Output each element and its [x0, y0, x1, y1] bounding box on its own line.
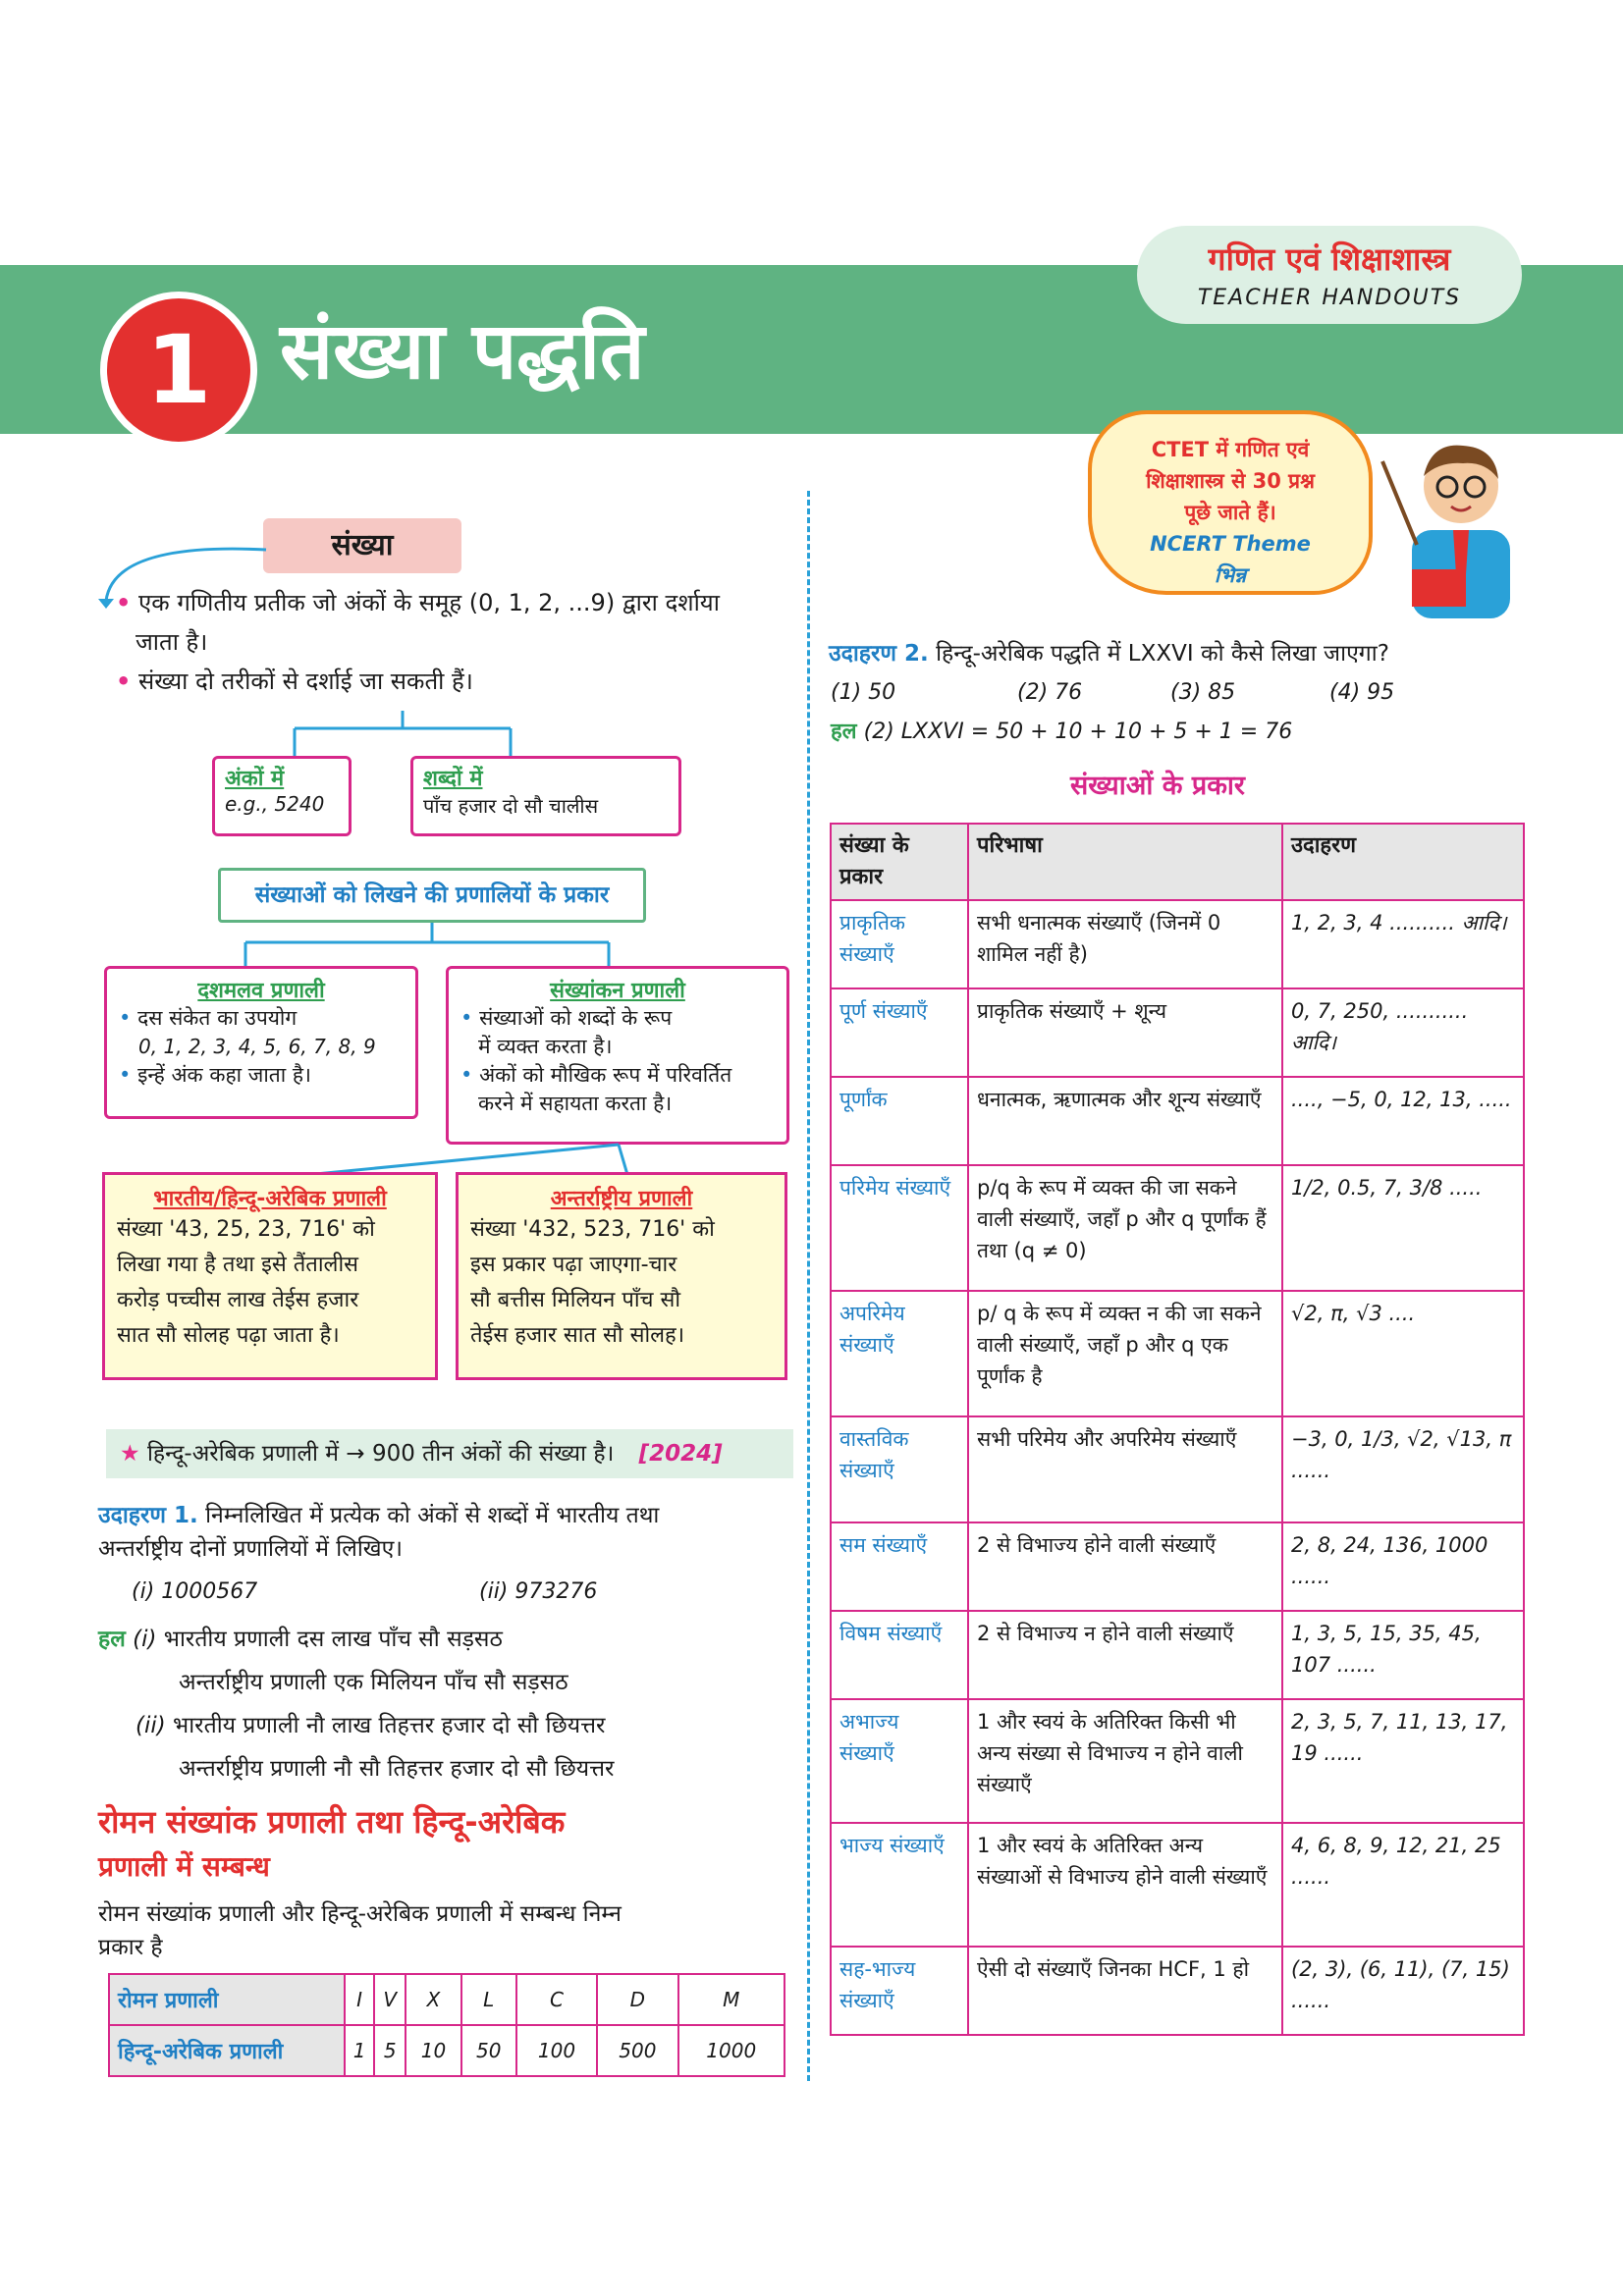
solution-num: (ii) [135, 1713, 166, 1738]
star-icon: ★ [120, 1441, 140, 1467]
decimal-digits: 0, 1, 2, 3, 4, 5, 6, 7, 8, 9 [138, 1035, 376, 1058]
numeration-system-box [446, 966, 789, 1145]
roman-cell: 50 [461, 2025, 516, 2076]
roman-cell: 10 [406, 2025, 460, 2076]
chapter-number: 1 [145, 315, 212, 425]
solution-text: भारतीय प्रणाली नौ लाख तिहत्तर हजार दो सौ छियत्तर [173, 1713, 606, 1738]
type-cell: परिमेय संख्याएँ [831, 1165, 968, 1291]
definition-cell: ऐसी दो संख्याएँ जिनका HCF, 1 हो [968, 1947, 1282, 2035]
callout-line: पूछे जाते हैं। [1184, 501, 1276, 524]
solution-text: (2) LXXVI = 50 + 10 + 10 + 5 + 1 = 76 [863, 720, 1293, 744]
roman-row [109, 1974, 784, 2025]
roman-cell: 5 [374, 2025, 406, 2076]
digits-box [212, 756, 352, 836]
numeration-line: • संख्याओं को शब्दों के रूप [460, 1006, 673, 1030]
example2-option: (2) 76 [1017, 680, 1083, 705]
digits-box-example: e.g., 5240 [225, 792, 325, 816]
column-header: परिभाषा [968, 824, 1282, 900]
callout-line: CTET में गणित एवं [1151, 438, 1310, 461]
table-row [831, 1947, 1524, 2035]
example1-question [98, 1498, 805, 1533]
type-cell: वास्तविक संख्याएँ [831, 1416, 968, 1522]
decimal-system-box [104, 966, 418, 1119]
intl-line: इस प्रकार पढ़ा जाएगा-चार [470, 1253, 677, 1277]
definition-bullet: • एक गणितीय प्रतीक जो अंकों के समूह (0, 1, 2, ...9) द्वारा दर्शाया [116, 589, 720, 616]
decimal-text: दस संकेत का उपयोग [137, 1006, 298, 1030]
example2-text: हिन्दू-अरेबिक पद्धति में LXXVI को कैसे लिखा जाएगा? [936, 641, 1389, 667]
callout-line: भिन्न [1214, 563, 1247, 587]
definition-cell: 1 और स्वयं के अतिरिक्त अन्य संख्याओं से विभाज्य होने वाली संख्याएँ [968, 1823, 1282, 1947]
example-cell: −3, 0, 1/3, √2, √13, π ...... [1282, 1416, 1524, 1522]
type-cell: सह-भाज्य संख्याएँ [831, 1947, 968, 2035]
example2-label: उदाहरण 2. [829, 641, 929, 667]
example1-option: (ii) 973276 [479, 1579, 598, 1604]
roman-cell: 1000 [678, 2025, 784, 2076]
subject-tag-title: गणित एवं शिक्षाशास्त्र [1208, 240, 1451, 278]
roman-cell: I [345, 1974, 374, 2025]
solution-num: (i) [133, 1627, 157, 1652]
numeration-text: अंकों को मौखिक रूप में परिवर्तित [479, 1063, 732, 1087]
table-row [831, 1291, 1524, 1416]
roman-row-label: रोमन प्रणाली [109, 1974, 345, 2025]
definition-bullet: • संख्या दो तरीकों से दर्शाई जा सकती हैं। [116, 667, 473, 695]
example2-option: (4) 95 [1329, 680, 1395, 705]
solution-label: हल [98, 1627, 126, 1652]
definition-cell: p/ q के रूप में व्यक्त न की जा सकने वाली संख्याएँ, जहाँ p और q एक पूर्णांक है [968, 1291, 1282, 1416]
example-cell: 1, 3, 5, 15, 35, 45, 107 ...... [1282, 1611, 1524, 1699]
example-cell: 1/2, 0.5, 7, 3/8 ..... [1282, 1165, 1524, 1291]
decimal-line: • इन्हें अंक कहा जाता है। [119, 1063, 311, 1087]
example-cell: ...., −5, 0, 12, 13, ..... [1282, 1077, 1524, 1165]
intl-line: सौ बत्तीस मिलियन पाँच सौ [470, 1288, 681, 1312]
numeration-line: करने में सहायता करता है। [478, 1092, 673, 1115]
definition-cell: 2 से विभाज्य न होने वाली संख्याएँ [968, 1611, 1282, 1699]
numeration-text: संख्याओं को शब्दों के रूप [479, 1006, 673, 1030]
types-heading: संख्याओं के प्रकार [1070, 771, 1245, 801]
roman-intro: रोमन संख्यांक प्रणाली और हिन्दू-अरेबिक प्रणाली में सम्बन्ध निम्न [98, 1901, 622, 1927]
type-cell: पूर्णांक [831, 1077, 968, 1165]
chapter-title: संख्या पद्धति [280, 305, 645, 397]
solution1-line: अन्तर्राष्ट्रीय प्रणाली एक मिलियन पाँच सौ सड़सठ [179, 1670, 568, 1695]
table-row [831, 988, 1524, 1077]
table-row [831, 1416, 1524, 1522]
roman-heading-cont: प्रणाली में सम्बन्ध [98, 1850, 270, 1883]
example-cell: √2, π, √3 .... [1282, 1291, 1524, 1416]
solution-text: भारतीय प्रणाली दस लाख पाँच सौ सड़सठ [163, 1627, 503, 1652]
definition-cell: सभी धनात्मक संख्याएँ (जिनमें 0 शामिल नहीं है) [968, 900, 1282, 988]
numeration-title: संख्यांकन प्रणाली [550, 979, 685, 1003]
column-divider [807, 491, 810, 2081]
table-row [831, 1165, 1524, 1291]
roman-intro-cont: प्रकार है [98, 1935, 163, 1960]
systems-heading [218, 868, 646, 923]
roman-cell: D [597, 1974, 677, 2025]
indian-title: भारतीय/हिन्दू-अरेबिक प्रणाली [153, 1187, 387, 1211]
example-cell: (2, 3), (6, 11), (7, 15) ...... [1282, 1947, 1524, 2035]
roman-row [109, 2025, 784, 2076]
roman-heading: रोमन संख्यांक प्रणाली तथा हिन्दू-अरेबिक [98, 1803, 566, 1841]
words-box [410, 756, 681, 836]
subject-tag-subtitle: TEACHER HANDOUTS [1197, 286, 1462, 310]
example2-solution [831, 715, 1292, 750]
subject-tag [1137, 226, 1522, 324]
example1-question-cont: अन्तर्राष्ट्रीय दोनों प्रणालियों में लिखिए। [98, 1536, 404, 1562]
systems-heading-text: संख्याओं को लिखने की प्रणालियों के प्रकार [254, 882, 610, 908]
example-cell: 1, 2, 3, 4 .......... आदि। [1282, 900, 1524, 988]
indian-line: सात सौ सोलह पढ़ा जाता है। [117, 1323, 340, 1348]
table-row [831, 900, 1524, 988]
decimal-line: • दस संकेत का उपयोग [119, 1006, 298, 1030]
decimal-text: इन्हें अंक कहा जाता है। [137, 1063, 311, 1087]
indian-line: संख्या '43, 25, 23, 716' को [117, 1217, 375, 1242]
definition-cell: धनात्मक, ऋणात्मक और शून्य संख्याएँ [968, 1077, 1282, 1165]
indian-line: लिखा गया है तथा इसे तैंतालीस [117, 1253, 359, 1277]
table-row [831, 1823, 1524, 1947]
table-header-row [831, 824, 1524, 900]
note-year: [2024] [638, 1441, 723, 1467]
decimal-title: दशमलव प्रणाली [197, 979, 325, 1003]
table-row [831, 1699, 1524, 1823]
type-cell: अपरिमेय संख्याएँ [831, 1291, 968, 1416]
example-cell: 2, 8, 24, 136, 1000 ...... [1282, 1522, 1524, 1611]
type-cell: अभाज्य संख्याएँ [831, 1699, 968, 1823]
example1-text: निम्नलिखित में प्रत्येक को अंकों से शब्दों में भारतीय तथा [205, 1503, 660, 1528]
roman-cell: V [374, 1974, 406, 2025]
type-cell: विषम संख्याएँ [831, 1611, 968, 1699]
type-cell: पूर्ण संख्याएँ [831, 988, 968, 1077]
definition-cell: 2 से विभाज्य होने वाली संख्याएँ [968, 1522, 1282, 1611]
roman-cell: C [516, 1974, 597, 2025]
definition-cell: p/q के रूप में व्यक्त की जा सकने वाली संख्याएँ, जहाँ p और q पूर्णांक हैं तथा (q ≠ 0) [968, 1165, 1282, 1291]
solution1-line [135, 1708, 605, 1743]
definition-cell: प्राकृतिक संख्याएँ + शून्य [968, 988, 1282, 1077]
roman-cell: 500 [597, 2025, 677, 2076]
teacher-illustration [1373, 422, 1544, 618]
chapter-number-badge [100, 292, 257, 449]
digits-box-title: अंकों में [225, 767, 285, 791]
note-text: हिन्दू-अरेबिक प्रणाली में → 900 तीन अंकों की संख्या है। [146, 1441, 615, 1467]
intl-line: तेईस हजार सात सौ सोलह। [470, 1323, 685, 1348]
table-row [831, 1522, 1524, 1611]
type-cell: सम संख्याएँ [831, 1522, 968, 1611]
definition-cell: 1 और स्वयं के अतिरिक्त किसी भी अन्य संख्या से विभाज्य न होने वाली संख्याएँ [968, 1699, 1282, 1823]
roman-row-label: हिन्दू-अरेबिक प्रणाली [109, 2025, 345, 2076]
roman-cell: M [678, 1974, 784, 2025]
example-cell: 0, 7, 250, ........... आदि। [1282, 988, 1524, 1077]
numeration-line: • अंकों को मौखिक रूप में परिवर्तित [460, 1063, 732, 1087]
column-header: संख्या के प्रकार [831, 824, 968, 900]
section-pill-sankhya: संख्या [263, 518, 461, 573]
roman-cell: 1 [345, 2025, 374, 2076]
ctet-callout [1088, 410, 1373, 595]
table-row [831, 1077, 1524, 1165]
definition-cell: सभी परिमेय और अपरिमेय संख्याएँ [968, 1416, 1282, 1522]
intl-line: संख्या '432, 523, 716' को [470, 1217, 715, 1242]
example2-option: (1) 50 [831, 680, 896, 705]
example-cell: 4, 6, 8, 9, 12, 21, 25 ...... [1282, 1823, 1524, 1947]
intl-title: अन्तर्राष्ट्रीय प्रणाली [550, 1187, 693, 1211]
example1-label: उदाहरण 1. [98, 1503, 198, 1528]
solution1-line: अन्तर्राष्ट्रीय प्रणाली नौ सौ तिहत्तर हजार दो सौ छियत्तर [179, 1756, 615, 1782]
words-box-example: पाँच हजार दो सौ चालीस [423, 794, 599, 818]
roman-table [108, 1973, 785, 2077]
solution1-line [98, 1622, 503, 1657]
roman-cell: X [406, 1974, 460, 2025]
indian-line: करोड़ पच्चीस लाख तेईस हजार [117, 1288, 359, 1312]
type-cell: प्राकृतिक संख्याएँ [831, 900, 968, 988]
number-types-table [830, 823, 1525, 2036]
roman-cell: 100 [516, 2025, 597, 2076]
callout-line: शिक्षाशास्त्र से 30 प्रश्न [1146, 469, 1315, 493]
words-box-title: शब्दों में [423, 767, 483, 791]
indian-system-box [102, 1172, 438, 1380]
numeration-line: में व्यक्त करता है। [478, 1035, 613, 1058]
definition-bullet-cont: जाता है। [135, 628, 208, 656]
example1-option: (i) 1000567 [132, 1579, 258, 1604]
bullet-text: संख्या दो तरीकों से दर्शाई जा सकती हैं। [137, 667, 473, 695]
callout-line: NCERT Theme [1150, 532, 1311, 556]
example-cell: 2, 3, 5, 7, 11, 13, 17, 19 ...... [1282, 1699, 1524, 1823]
column-header: उदाहरण [1282, 824, 1524, 900]
example2-option: (3) 85 [1170, 680, 1236, 705]
solution-label: हल [831, 720, 857, 744]
exam-note [106, 1429, 793, 1478]
roman-cell: L [461, 1974, 516, 2025]
bullet-text: एक गणितीय प्रतीक जो अंकों के समूह (0, 1, 2, ...9) द्वारा दर्शाया [137, 589, 720, 616]
type-cell: भाज्य संख्याएँ [831, 1823, 968, 1947]
table-row [831, 1611, 1524, 1699]
international-system-box [456, 1172, 787, 1380]
example2-question [829, 636, 1536, 671]
